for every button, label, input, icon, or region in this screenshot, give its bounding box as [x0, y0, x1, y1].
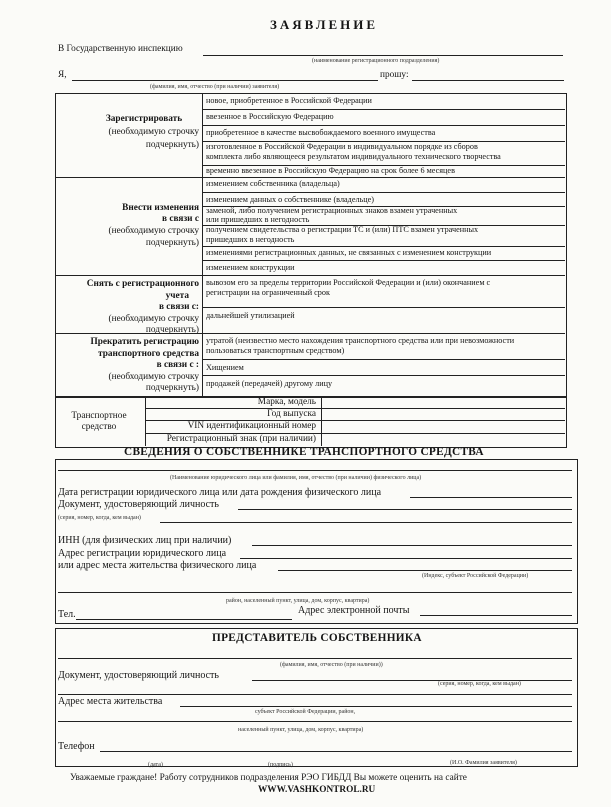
owner-doc-line-2[interactable] — [160, 522, 572, 523]
inspection-line[interactable] — [203, 55, 563, 56]
stop-option-lost-1[interactable]: утратой (неизвестно место нахождения транспортного средства или при невозможности — [206, 336, 515, 345]
owner-doc-hint: (серия, номер, когда, кем выдан) — [58, 515, 141, 521]
owner-doc-label: Документ, удостоверяющий личность — [58, 499, 219, 510]
owner-addr-line-1[interactable] — [240, 558, 572, 559]
vehicle-year-label: Год выпуска — [267, 409, 316, 419]
page-title: ЗАЯВЛЕНИЕ — [270, 17, 379, 32]
register-sub-2: подчеркнуть) — [145, 140, 199, 150]
table-divider — [202, 93, 203, 396]
owner-district-line[interactable] — [58, 592, 572, 593]
remove-title-2: учета — [165, 291, 189, 301]
stop-option-sale[interactable]: продажей (передачей) другому лицу — [206, 379, 333, 388]
footer-note: Уважаемые граждане! Работу сотрудников подразделения РЭО ГИБДД Вы можете оценить на сайте — [70, 773, 467, 783]
rep-date-hint: (дата) — [148, 762, 163, 768]
rep-name-line[interactable] — [58, 658, 572, 659]
change-option-owner[interactable]: изменением собственника (владельца) — [206, 179, 340, 188]
applicant-label: Я, — [58, 70, 67, 80]
change-sub-1: (необходимую строчку — [108, 226, 199, 236]
change-option-certificate-1[interactable]: получением свидетельства о регистрации ТС и (или) ПТС взамен утраченных — [206, 225, 479, 234]
register-option-new[interactable]: новое, приобретенное в Российской Федерации — [206, 96, 372, 105]
rep-name-hint: (фамилия, имя, отчество (при наличии)) — [280, 662, 383, 668]
rep-doc-label: Документ, удостоверяющий личность — [58, 670, 219, 681]
owner-addr-label-1: Адрес регистрации юридического лица — [58, 548, 227, 559]
owner-date-label: Дата регистрации юридического лица или дата рождения физического лица — [58, 487, 382, 498]
change-option-certificate-2[interactable]: пришедших в негодность — [206, 235, 295, 244]
change-title-2: в связи с — [162, 214, 199, 224]
change-option-owner-data[interactable]: изменением данных о собственнике (владельце) — [206, 195, 375, 204]
register-option-temporary[interactable]: временно ввезенное в Российскую Федерацию на срок более 6 месяцев — [206, 166, 455, 175]
rep-section-title: ПРЕДСТАВИТЕЛЬ СОБСТВЕННИКА — [212, 632, 422, 644]
applicant-hint: (фамилия, имя, отчество (при наличии) заявителя) — [150, 84, 280, 90]
vehicle-label-2: средство — [81, 422, 117, 432]
change-option-plates-1[interactable]: заменой, либо получением регистрационных знаков взамен утраченных — [206, 206, 458, 215]
register-title: Зарегистрировать — [105, 114, 183, 124]
vehicle-model-label: Марка, модель — [257, 397, 316, 407]
owner-name-line[interactable] — [58, 470, 572, 471]
rep-phone-line[interactable] — [100, 751, 572, 752]
owner-email-line[interactable] — [420, 615, 572, 616]
owner-doc-line[interactable] — [238, 509, 572, 510]
vehicle-plate-label: Регистрационный знак (при наличии) — [166, 434, 316, 444]
owner-date-line[interactable] — [410, 497, 572, 498]
rep-phone-label: Телефон — [58, 741, 95, 752]
change-option-reg-data[interactable]: изменениями регистрационных данных, не связанных с изменением конструкции — [206, 248, 492, 257]
owner-index-hint: (Индекс, субъект Российской Федерации) — [422, 573, 529, 579]
register-sub-1: (необходимую строчку — [108, 127, 199, 137]
rep-addr-label: Адрес места жительства — [58, 696, 163, 707]
owner-addr-line-2[interactable] — [278, 570, 572, 571]
remove-title-3: в связи с: — [158, 302, 199, 312]
applicant-line[interactable] — [72, 80, 378, 81]
rep-fio-hint: (И.О. Фамилия заявителя) — [450, 760, 517, 766]
request-line[interactable] — [412, 80, 564, 81]
owner-section-title: СВЕДЕНИЯ О СОБСТВЕННИКЕ ТРАНСПОРТНОГО СРЕДСТВА — [124, 446, 484, 458]
change-title-1: Внести изменения — [122, 203, 199, 213]
register-option-homemade-1[interactable]: изготовленное в Российской Федерации в индивидуальном порядке из сборов — [206, 142, 478, 151]
vehicle-plate-input[interactable] — [323, 435, 563, 445]
owner-name-hint: (Наименование юридического лица или фамилия, имя, отчество (при наличии) физического лица) — [170, 475, 422, 481]
rep-doc-hint: (серия, номер, когда, кем выдан) — [438, 681, 521, 687]
remove-title-1: Снять с регистрационного — [86, 279, 199, 289]
rep-sign-hint: (подпись) — [268, 762, 293, 768]
remove-sub-1: (необходимую строчку — [108, 314, 199, 324]
stop-title-1: Прекратить регистрацию — [90, 337, 199, 347]
stop-title-2: транспортного средства — [98, 349, 199, 359]
register-option-imported[interactable]: ввезенное в Российскую Федерацию — [206, 112, 334, 121]
group-separator — [55, 275, 565, 276]
stop-title-3: в связи с : — [156, 360, 199, 370]
register-option-homemade-2[interactable]: комплекта либо являющееся результатом индивидуального технического творчества — [206, 152, 501, 161]
group-separator — [55, 177, 565, 178]
remove-option-export-2[interactable]: регистрации на ограниченный срок — [206, 288, 330, 297]
rep-doc-line[interactable] — [252, 680, 572, 681]
change-sub-2: подчеркнуть) — [145, 238, 199, 248]
rep-addr-line-2[interactable] — [58, 721, 572, 722]
vehicle-vin-label: VIN идентификационный номер — [187, 421, 316, 431]
remove-option-recycle[interactable]: дальнейшей утилизацией — [206, 311, 295, 320]
rep-street-hint: населенный пункт, улица, дом, корпус, квартира) — [238, 727, 364, 733]
vehicle-model-input[interactable] — [323, 398, 563, 407]
footer-site-link[interactable]: WWW.VASHKONTROL.RU — [258, 785, 376, 795]
change-option-plates-2[interactable]: или пришедших в негодность — [206, 215, 310, 224]
stop-option-theft[interactable]: Хищением — [206, 363, 244, 372]
owner-inn-line[interactable] — [252, 545, 572, 546]
owner-district-hint: район, населенный пункт, улица, дом, корпус, квартира) — [226, 598, 370, 604]
change-option-construction[interactable]: изменением конструкции — [206, 263, 295, 272]
remove-sub-2: подчеркнуть) — [145, 325, 199, 335]
rep-addr-line[interactable] — [180, 706, 572, 707]
owner-tel-label: Тел. — [58, 609, 76, 620]
register-option-military[interactable]: приобретенное в качестве высвобождаемого военного имущества — [206, 128, 436, 137]
group-separator — [55, 333, 565, 334]
rep-subject-hint: субъект Российской Федерации, район, — [255, 709, 356, 715]
rep-doc-line-2[interactable] — [58, 694, 572, 695]
stop-sub-1: (необходимую строчку — [108, 372, 199, 382]
remove-option-export-1[interactable]: вывозом его за пределы территории Российской Федерации и (или) окончанием с — [206, 278, 491, 287]
stop-option-lost-2[interactable]: пользоваться транспортным средством) — [206, 346, 345, 355]
owner-addr-label-2: или адрес места жительства физического лица — [58, 560, 257, 571]
inspection-label: В Государственную инспекцию — [58, 44, 183, 54]
vehicle-vin-input[interactable] — [323, 422, 563, 432]
vehicle-label-1: Транспортное — [71, 411, 127, 421]
vehicle-year-input[interactable] — [323, 410, 563, 419]
inspection-hint: (наименование регистрационного подразделения) — [312, 58, 440, 64]
owner-inn-label: ИНН (для физических лиц при наличии) — [58, 535, 232, 546]
owner-tel-line[interactable] — [76, 619, 292, 620]
request-label: прошу: — [380, 70, 409, 80]
owner-email-label: Адрес электронной почты — [298, 605, 410, 616]
stop-sub-2: подчеркнуть) — [145, 383, 199, 393]
